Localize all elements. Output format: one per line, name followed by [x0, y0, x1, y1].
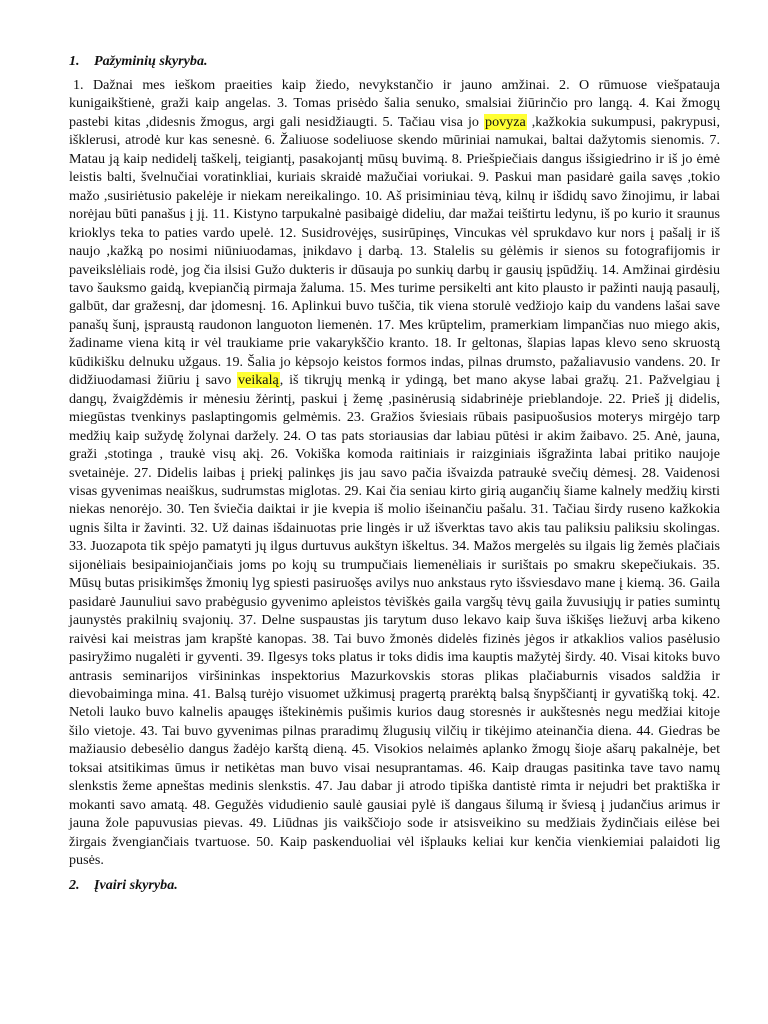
section-number: 1.	[69, 53, 80, 69]
highlighted-word: veikalą	[238, 372, 279, 389]
paragraph-text-part: ,kažkokia sukumpusi, pakrypusi, išklerusi, atrodė kur kas senesnė. 6. Žaliuose sodeliuose skendo mūriniai namukai, baltai dažytomis sienomis. 7. Matau ją kaip nedidelį taškelį, teigiantį, pasakojantį mūsų buvimą. 8. Priešpiečiais dangus išsigiedrino ir iš jo ėmė leistis balti, švelnučiai voratinkliai, kuriais skraidė mažučiai voriukai. 9. Paskui man pasidarė gaila savęs ,tokio mažo ,susiriėtusio pakelėje ir niekam nereikalingo. 10. Aš prisiminiau tėvą, kilnų ir išdidų savo žinojimu, ir labai norėjau būti panašus į jį. 11. Kistyno tarpukalnė pasibaigė dideliu, dar mažai teištirtu ledynu, iš po kurio it sraunus krioklys teka to paties vardo upelė. 12. Susidrovėjęs, susirūpinęs, Vincukas vėl sprukdavo kur nors į pašalį ir iš naujo ,kažką po nosimi niūniuodamas, įnikdavo į darbą. 13. Stalelis su gėlėmis ir sienos su fotografijomis ir paveikslėliais rodė, jog čia ilsisi Gužo dukteris ir dūsauja po sunkių darbų ir gausių įspūdžių. 14. Amžinai girdėsiu tavo šauksmo gaidą, kvepiančią pirmaja žaluma. 15. Mes turime persikelti ant kito plausto ir pažinti naują pasaulį, galbūt, dar gražesnį, dar įdomesnį. 16. Aplinkui buvo tuščia, tik viena storulė vedžiojo kaip du vandens lašai save panašų šunį, įspraustą raudonon languoton liemenėn. 17. Mes krūptelim, pramerkiam limpančias nuo miego akis, žadiname viena kitą ir vėl traukiame prie vakarykščio kranto. 18. Ir geltonas, šlapias lapas klevo seno skruostą kūdikišku delnuku užgaus. 19. Šalia jo kėpsojo keistos formos indas, pilnas drumsto, pažaliavusio vandens. 20. Ir didžiuodamasi žiūriu į savo	[69, 113, 720, 389]
section-number: 2.	[69, 877, 80, 894]
section-heading	[69, 876, 720, 894]
section-title-text: Pažyminių skyryba.	[94, 53, 208, 69]
paragraph-text-part: , iš tikrųjų menką ir ydingą, bet mano akyse labai gražų. 21. Pažvelgiau į dangų, žvaigždėmis ir mėnesiu žėrintį, paskui į žemę ,pasinėrusią sidabrinėje prieblandoje. 22. Prieš jį didelis, miegūstas tvenkinys paslaptingomis gelmėmis. 23. Gražios šviesiais rūbais pasipuošusios moterys mirgėjo tarp medžių kaip sužydę žolynai daržely. 24. O tas pats storiausias dar labiau pūtėsi ir akim žaibavo. 25. Anė, jauna, graži ,stotinga , traukė visų akį. 26. Vokiška komoda raitiniais ir raizginiais išgražinta labai pritiko naujoje svetainėje. 27. Didelis laibas į priekį palinkęs jis jau savo pačia išvaizda patraukė svečių dėmesį. 28. Vaidenosi visas gyvenimas neaiškus, sudrumstas miglotas. 29. Kai čia seniau kirto girią augančių šiame kalnely medžių kirsti niekas nenorėjo. 30. Ten šviečia daiktai ir jie kvepia iš molio išeinančiu pašalu. 31. Tačiau širdy ruseno kažkokia ugnis šilta ir žavinti. 32. Už dainas išdainuotas prie lingės ir už išverktas tavo akis tau paliksiu paliksiu skolingas. 33. Juozapota tik spėjo pamatyti jų ilgus durtuvus aukštyn iškeltus. 34. Mažos mergelės su ilgais lig žemės plačiais sijonėliais besipainiojančiais joms po kojų su trumpučiais liemenėliais ir surištais po smakru skepečiukais. 35. Mūsų butas prisikimšęs žmonių lyg spiesti pasiruošęs avilys nuo ankstaus ryto išsviesdavo mane į kiemą. 36. Gaila pasidarė Jaunuliui savo prabėgusio gyvenimo apleistos tėviškės gaila vargšų tėvų gaila žuvusiųjų ir paties sumintų jaunystės prakilnių svajonių. 37. Delne suspaustas jis tarytum duso lekavo kaip šuva iškišęs liežuvį arba kikeno raivėsi kai meistras jam krapštė kanopas. 38. Tai buvo žmonės didelės fizinės jėgos ir atkaklios valios pasėlusio pasiryžimo nugalėti ir gyventi. 39. Ilgesys toks platus ir toks didis ima kauptis mažytėj širdy. 40. Visai kitoks buvo antrasis seminarijos viršininkas inspektorius Mazurkovskis storas plikas plačiaburnis visados saldžia ir dievobaiminga mina. 41. Balsą turėjo visuomet užkimusį pragertą prarėktą balsą šnypščiantį ir gyvatišką tokį. 42. Netoli lauko buvo kalnelis apaugęs ištekinėmis pušimis kurios daug storesnės ir aukštesnės negu medžiai kitoje šilo vietoje. 43. Tai buvo gyvenimas pilnas praradimų žlugusių vilčių ir tikėjimo ateinančia diena. 44. Giedras be mažiausio debesėlio dangus žadėjo karštą dieną. 45. Visokios nelaimės aplanko žmogų šioje ašarų pakalnėje, bet toksai atsitikimas ūmus ir netikėtas man buvo visai nesuprantamas. 46. Kaip draugas pasitinka tave tavo namų slenkstis žeme apneštas medinis slenkstis. 47. Jau dabar ji atrodo tipiška dantistė rimta ir nejudri bet praktiška ir mokanti savo amatą. 48. Gegužės vidudienio saulė gausiai pylė iš dangaus šilumą ir šviesą į judančius arimus ir jauna žole papuvusias pievas. 49. Liūdnas jis vaikščiojo sode ir atsisveikino su medžiais žydinčiais eilėse bei žirgais žvengiančiais tvartuose. 50. Kaip paskenduoliai vėl išplauks keliai kur kenčia vienkiemiai palaidoti lig pusės.	[69, 372, 720, 869]
section-title-text: Įvairi skyryba.	[94, 877, 178, 894]
paragraph-text-part: 1. Dažnai mes ieškom praeities kaip žiedo, nevykstančio ir jauno amžinai. 2. O rūmuose viešpatauja kunigaikštienė, graži kaip angelas. 3. Tomas prisėdo šalia senuko, smalsiai žiūrinčio pro langą. 4. Kai žmogų pastebi kitas ,didesnis žmogus, argi gali nesidžiaugti. 5. Tačiau visa jo	[69, 77, 720, 130]
section-heading	[69, 52, 720, 70]
highlighted-word: povyza	[485, 113, 526, 130]
exercise-paragraph	[69, 76, 720, 869]
